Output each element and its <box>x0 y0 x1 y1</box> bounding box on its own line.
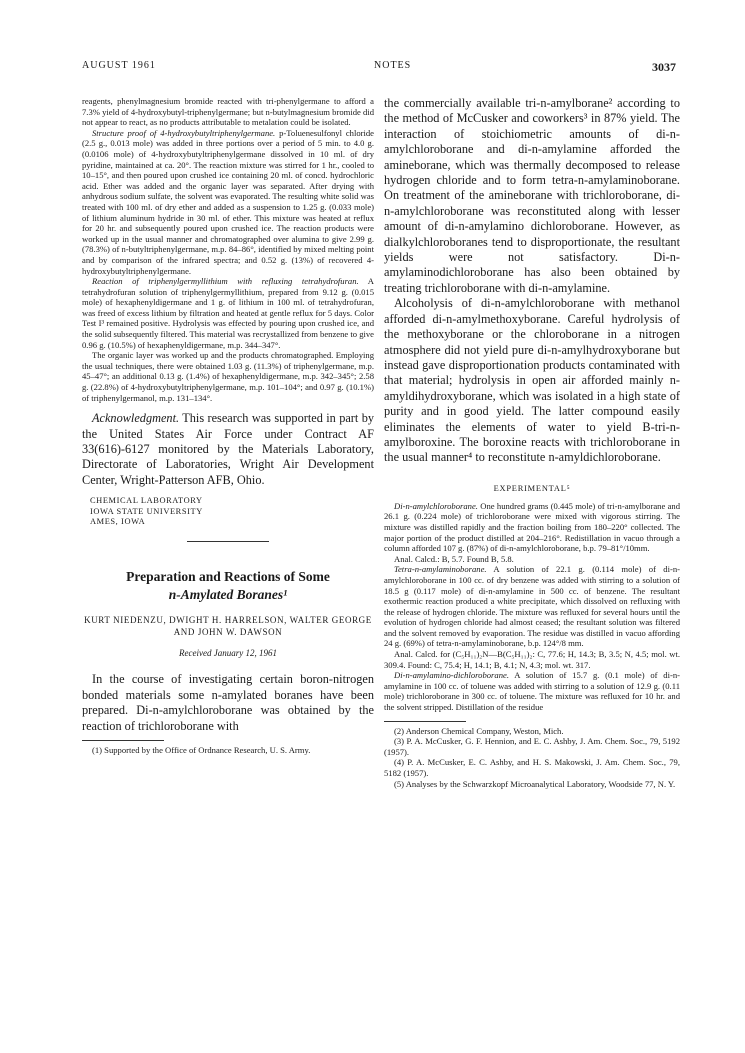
received-date: Received January 12, 1961 <box>179 648 277 659</box>
experimental-1-heading: Di-n-amylchloroborane. <box>394 500 478 511</box>
section-divider <box>187 541 269 542</box>
right-paragraph-1: the commercially available tri-n-amylborane² according to the method of McCusker and coworkers³ in 87% yield. The interaction of stoichiometric amounts of di-n-amylchloroborane and di-n-amylamine afforded the amineborane, which was thermally decomposed to release hydrogen chloride and to form tetra-n-amylaminoborane. On treatment of the amineborane with trichloroborane, di-n-amylchloroborane was reconstituted along with lesser amount of di-n-amylamino dichloroborane. However, as dialkylchloroboranes tend to disproportionate, the resultant yields were not satisfactory. Di-n-amylaminodichloroborane has also been obtained by treating trichloroborane with di-n-amylamine. <box>384 96 680 295</box>
experimental-paragraph-3 <box>384 670 680 712</box>
organic-layer-paragraph: The organic layer was worked up and the products chromatographed. Employing the usual techniques, there were obtained 1.03 g. (11.3%) of triphenylgermane, m.p. 45–47°; an additional 0.13 g. (1.4%) of hexaphenyldigermane, m.p. 342–345°; 2.58 g. (22.8%) of 4-hydroxybutyltriphenylgermane, m.p. 101–104°; and 0.97 g. (10.1%) of triphenylgermanol, m.p. 131–134°. <box>82 350 374 403</box>
intro-paragraph: In the course of investigating certain boron-nitrogen bonded materials some n-amylated boranes have been prepared. Di-n-amylchloroborane was obtained by the reaction of trichloroborane with <box>82 672 374 733</box>
reaction-paragraph <box>82 276 374 350</box>
reaction-text: A tetrahydrofuran solution of triphenylgermyllithium, prepared from 9.12 g. (0.015 mole) of hexaphenyldigermane and 1 g. of lithium in 100 ml. of tetrahydrofuran, was freed of excess lithium by filtration and heated at gentle reflux for 5 days. Color Test I³ remained positive. Hydrolysis was effected by pouring upon crushed ice, and the solid subsequently filtered. This material was recrystallized from benzene to give 0.96 g. (10.5%) of hexaphenyldigermane, m.p. 344–347°. <box>82 276 374 350</box>
footnote-3: (3) P. A. McCusker, G. F. Hennion, and E. C. Ashby, J. Am. Chem. Soc., 79, 5192 (1957). <box>384 736 680 757</box>
footnote-5: (5) Analyses by the Schwarzkopf Microanalytical Laboratory, Woodside 77, N. Y. <box>394 778 676 789</box>
footnote-1: (1) Supported by the Office of Ordnance Research, U. S. Army. <box>92 745 311 756</box>
structure-proof-paragraph <box>82 128 374 276</box>
experimental-1-text: One hundred grams (0.445 mole) of tri-n-amylborane and 26.1 g. (0.224 mole) of trichloroborane were mixed with vigorous stirring. The mixture was distilled rapidly and the fraction boiling from 180–220° collected. The major portion of the product distilled at 204–216°. Redistillation in vacuo through a column afforded 107 g. (87%) of di-n-amylchloroborane, b.p. 79–81°/10mm. <box>384 500 680 554</box>
structure-proof-heading: Structure proof of 4-hydroxybutyltriphenylgermane. <box>92 127 276 138</box>
affiliation-line: AMES, IOWA <box>90 517 146 527</box>
running-header-section: NOTES <box>374 60 412 71</box>
analysis-2: Anal. Calcd. for (C₅H₁₁)₂N—B(C₅H₁₁)₂: C, 77.6; H, 14.3; B, 3.5; N, 4.5; mol. wt. 309.4. Found: C, 75.4; H, 14.1; B, 4.1; N, 4.3; mol. wt. 317. <box>384 649 680 670</box>
experimental-2-text: A solution of 22.1 g. (0.114 mole) of di-n-amylchloroborane in 100 cc. of dry benzene was added with stirring to a solution of 18.5 g (0.117 mole) of di-n-amylamine in 500 cc. of benzene. The resultant exothermic reaction produced a white precipitate, which dissolved on refluxing with the release of hydrogen chloride. The mixture was refluxed for several hours until the evolution of hydrogen chloride had almost ceased; the resultant solution was filtered and the solvent removed by evaporation. The residue was distilled in vacuo affording 24 g. (69%) of tetra-n-amylaminoborane, b.p. 124°/8 mm. <box>384 564 680 649</box>
structure-proof-text: p-Toluenesulfonyl chloride (2.5 g., 0.013 mole) was added in three portions over a period of 5 min. to 4.0 g. (0.0106 mole) of 4-hydroxybutyltriphenylgermane dissolved in 10 ml. of dry pyridine, maintained at ca. 20°. The reaction mixture was stirred for 1 hr., cooled to 10–15°, and then poured upon crushed ice containing 20 ml. of concd. hydrochloric acid. Ether was added and the organic layer was separated. After drying with anhydrous sodium sulfate, the solvent was evaporated. The resulting white solid was treated with 100 ml. of dry ether and added as a suspension to 1.25 g. (0.033 mole) of lithium aluminum hydride in 30 ml. of ether. This mixture was heated at reflux for 20 hr. and subsequently poured upon crushed ice. The reaction products were worked up in the usual manner and chromatographed over alumina to give 2.99 g. (78.3%) of n-butyltriphenylgermane, m.p. 84–86°, identified by mixed melting point and by comparison of the infrared spectra; and 0.52 g. (13%) of recovered 4-hydroxybutyltriphenylgermane. <box>82 127 374 276</box>
left-column <box>82 96 374 756</box>
left-paragraph-1: reagents, phenylmagnesium bromide reacted with tri-phenylgermane to afford a 7.3% yield of 4-hydroxybutyl-triphenylgermane; but n-butylmagnesium bromide did not appear to react, as no products attributable to metalation could be isolated. <box>82 96 374 128</box>
footnote-divider <box>82 740 164 741</box>
article-title-line-1: Preparation and Reactions of Some <box>126 569 330 585</box>
right-paragraph-2: Alcoholysis of di-n-amylchloroborane with methanol afforded di-n-amylmethoxyborane. Careful hydrolysis of the methoxyborane or the chloroborane in a nitrogen atmosphere did not yield pure di-n-amylhydroxyborane but instead gave disproportionation products contaminated with that material; hydrolysis in open air afforded mainly n-amyldihydroxyborane, which was isolated in a high state of purity and in good yield. The latter compound easily eliminates the elements of water to yield B-tri-n-amylboroxine. The boroxine reacts with trichloroborane in the usual manner⁴ to reconstitute n-amyldichloroborane. <box>384 296 680 465</box>
reaction-heading: Reaction of triphenylgermyllithium with refluxing tetrahydrofuran. <box>92 276 359 287</box>
experimental-paragraph-2 <box>384 564 680 649</box>
footnote-2: (2) Anderson Chemical Company, Weston, Mich. <box>394 725 564 736</box>
footnote-divider <box>384 721 466 722</box>
article-title-line-2: n-Amylated Boranes¹ <box>168 587 288 603</box>
affiliation-line: IOWA STATE UNIVERSITY <box>90 506 203 516</box>
authors-line-1: KURT NIEDENZU, DWIGHT H. HARRELSON, WALTER GEORGE <box>84 615 372 626</box>
experimental-3-text: A solution of 15.7 g. (0.1 mole) of di-n-amylamine in 100 cc. of toluene was added with stirring to a solution of 12.9 g. (0.11 mole) trichloroborane in 300 cc. of toluene. The mixture was refluxed for 10 hr. and the solvent stripped. Distillation of the residue <box>384 670 680 713</box>
analysis-1: Anal. Calcd.: B, 5.7. Found B, 5.8. <box>394 553 514 564</box>
footnote-4: (4) P. A. McCusker, E. C. Ashby, and H. S. Makowski, J. Am. Chem. Soc., 79, 5182 (1957). <box>384 757 680 778</box>
running-header-date: AUGUST 1961 <box>82 60 156 71</box>
acknowledgment-text: This research was supported in part by the United States Air Force under Contract AF 33(616)-6127 monitored by the Materials Laboratory, Directorate of Laboratories, Wright Air Development Center, Wright-Patterson AFB, Ohio. <box>82 411 374 487</box>
authors-line-2: AND JOHN W. DAWSON <box>173 627 283 638</box>
experimental-heading: EXPERIMENTAL⁵ <box>493 483 571 493</box>
page-number: 3037 <box>652 60 676 74</box>
experimental-3-heading: Di-n-amylamino-dichloroborane. <box>394 670 509 681</box>
experimental-paragraph-1 <box>384 501 680 554</box>
affiliation-line: CHEMICAL LABORATORY <box>90 496 203 506</box>
experimental-2-heading: Tetra-n-amylaminoborane. <box>394 564 487 575</box>
right-column <box>384 96 680 789</box>
acknowledgment-heading: Acknowledgment. <box>92 411 180 426</box>
acknowledgment-paragraph <box>82 411 374 488</box>
affiliation-block <box>90 496 374 527</box>
